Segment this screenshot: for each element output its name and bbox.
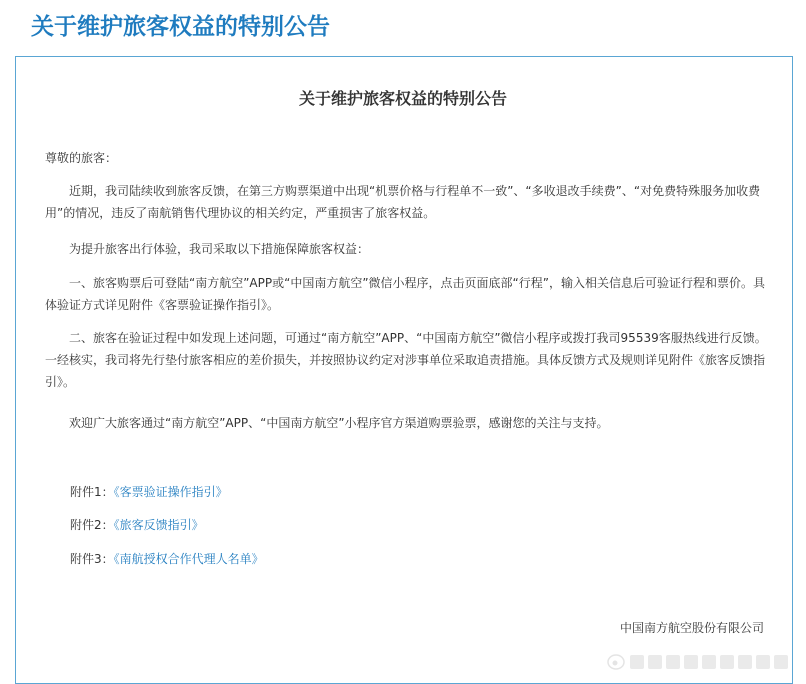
attachment-link-ticket-verification-guide[interactable]: 《客票验证操作指引》	[113, 485, 228, 499]
paragraph-measures-intro: 为提升旅客出行体验，我司采取以下措施保障旅客权益：	[69, 242, 370, 256]
paragraph-measure-two: 二、旅客在验证过程中如发现上述问题，可通过“南方航空”APP、“中国南方航空”微信小程序或拨打我司95539客服热线进行反馈。一经核实，我司将先行垫付旅客相应的差价损失，并按照协议约定对涉事单位采取追责措施。具体反馈方式及规则详见附件《旅客反馈指引》。	[45, 331, 767, 389]
attachment-link-passenger-feedback-guide[interactable]: 《旅客反馈指引》	[113, 518, 204, 532]
signature: 中国南方航空股份有限公司	[619, 621, 764, 635]
greeting: 尊敬的旅客：	[45, 151, 118, 165]
paragraph-closing: 欢迎广大旅客通过“南方航空”APP、“中国南方航空”小程序官方渠道购票验票，感谢您的关注与支持。	[69, 416, 609, 430]
notice-title: 关于维护旅客权益的特别公告	[298, 89, 507, 108]
paragraph-measure-one: 一、旅客购票后可登陆“南方航空”APP或“中国南方航空”微信小程序，点击页面底部“行程”，输入相关信息后可验证行程和票价。具体验证方式详见附件《客票验证操作指引》。	[45, 276, 765, 312]
attachment-item	[70, 516, 204, 534]
watermark-icon	[606, 651, 796, 673]
attachment-link-authorized-agent-list[interactable]: 《南航授权合作代理人名单》	[113, 552, 264, 566]
attachment-label: 附件1：	[70, 485, 114, 499]
attachment-label: 附件3：	[70, 552, 114, 566]
attachment-label: 附件2：	[70, 518, 114, 532]
attachment-item	[70, 550, 264, 568]
page-title: 关于维护旅客权益的特别公告	[31, 14, 330, 40]
attachment-item	[70, 483, 228, 501]
paragraph-background: 近期，我司陆续收到旅客反馈，在第三方购票渠道中出现“机票价格与行程单不一致”、“多收退改手续费”、“对免费特殊服务加收费用”的情况，违反了南航销售代理协议的相关约定，严重损害了旅客权益。	[45, 184, 761, 220]
